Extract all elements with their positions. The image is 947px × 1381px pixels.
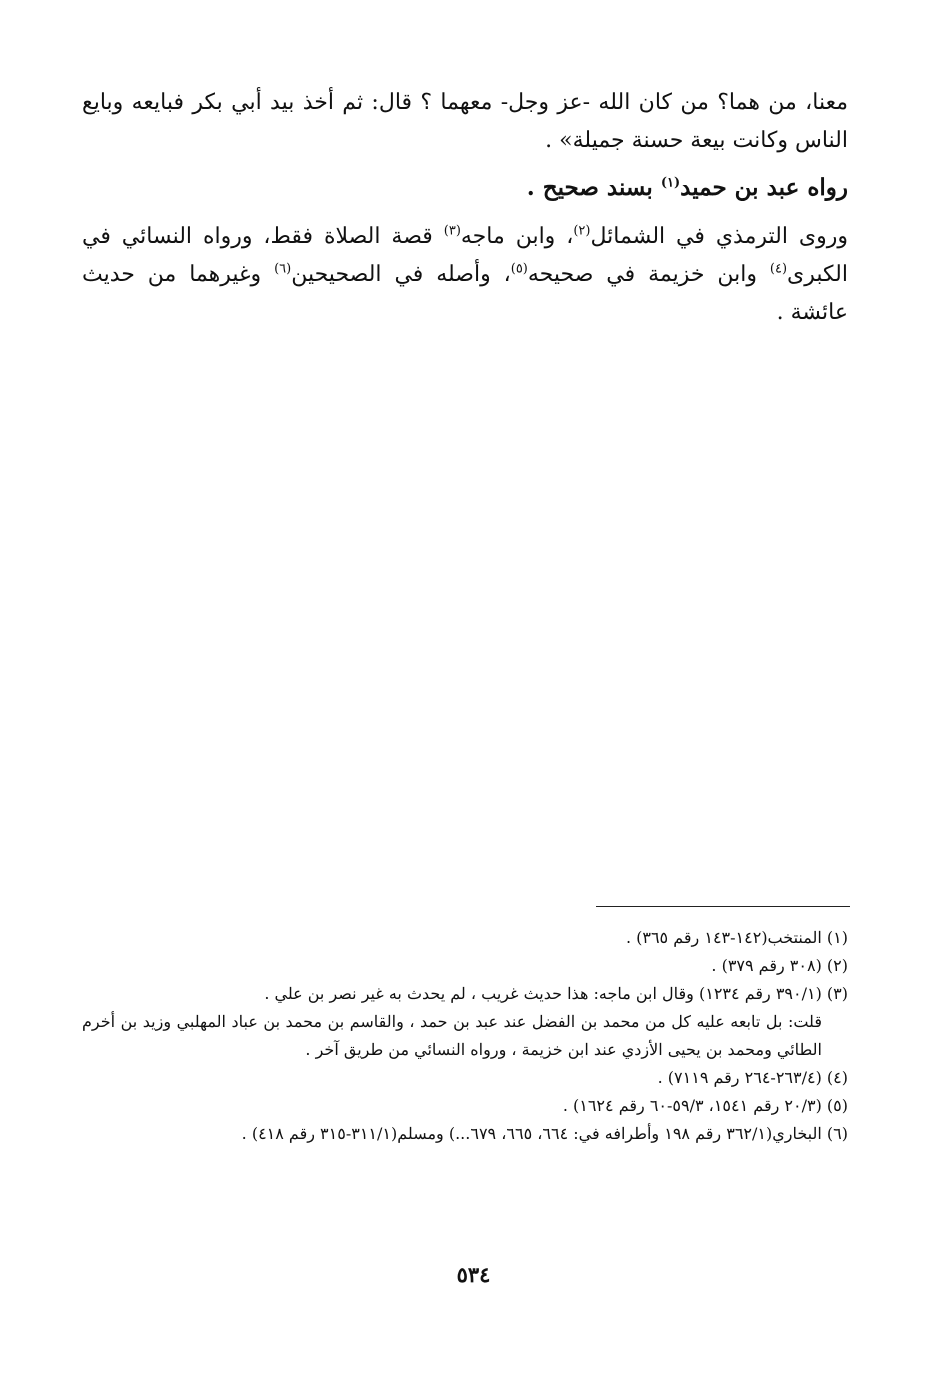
source-heading <box>82 168 848 208</box>
footnote-divider <box>596 906 850 907</box>
paragraph-2-segment: وابن خزيمة في صحيحه <box>527 262 770 287</box>
footnote-ref-1: (١) <box>660 175 681 191</box>
footnote-ref-5: (٥) <box>510 261 528 277</box>
footnote-ref-2: (٢) <box>573 223 591 239</box>
footnote-4: (٤) (٢٦٣/٤-٢٦٤ رقم ٧١١٩) . <box>657 1068 848 1087</box>
paragraph-2-segment: وروى الترمذي في الشمائل <box>590 224 849 249</box>
footnote-3-continuation: قلت: بل تابعه عليه كل من محمد بن الفضل عند عبد بن حمد ، والقاسم بن محمد بن عباد المهلبي وزيد بن أخرم الطائي ومحمد بن يحيى الأزدي عند ابن خزيمة ، ورواه النسائي من طريق آخر . <box>82 1012 822 1059</box>
footnote-6: (٦) البخاري(٣٦٢/١ رقم ١٩٨ وأطرافه في: ٦٦٤، ٦٦٥، ٦٧٩...) ومسلم(٣١١/١-٣١٥ رقم ٤١٨) . <box>241 1124 848 1143</box>
paragraph-1: معنا، من هما؟ من كان الله -عز وجل- معهما ؟ قال: ثم أخذ بيد أبي بكر فبايعه وبايع الناس وكانت بيعة حسنة جميلة» . <box>82 90 848 153</box>
footnote-1: (١) المنتخب(١٤٢-١٤٣ رقم ٣٦٥) . <box>625 928 848 947</box>
paragraph-2 <box>82 218 848 332</box>
paragraph-2-segment: ، وابن ماجه <box>460 224 574 249</box>
footnote-2: (٢) (٣٠٨ رقم ٣٧٩) . <box>711 956 848 975</box>
footnote-ref-4: (٤) <box>769 261 788 277</box>
footnote-ref-3: (٣) <box>443 223 461 239</box>
paragraph-2-segment: قصة الصلاة فقط، ورواه النسائي في الكبرى <box>82 224 848 287</box>
heading-text: رواه عبد بن حميد <box>680 174 848 201</box>
footnotes <box>82 924 848 1148</box>
paragraph-2-segment: وغيرهما من حديث عائشة . <box>82 262 848 325</box>
heading-text-end: بسند صحيح . <box>526 174 661 201</box>
page-number: ٥٣٤ <box>456 1262 491 1287</box>
main-text <box>82 84 848 332</box>
footnote-ref-6: (٦) <box>274 261 292 277</box>
paragraph-2-segment: ، وأصله في الصحيحين <box>291 262 511 287</box>
footnote-5: (٥) (٢٠/٣ رقم ١٥٤١، ٥٩/٣-٦٠ رقم ١٦٢٤) . <box>562 1096 848 1115</box>
footnote-3: (٣) (٣٩٠/١ رقم ١٢٣٤) وقال ابن ماجه: هذا حديث غريب ، لم يحدث به غير نصر بن علي . <box>264 984 848 1003</box>
